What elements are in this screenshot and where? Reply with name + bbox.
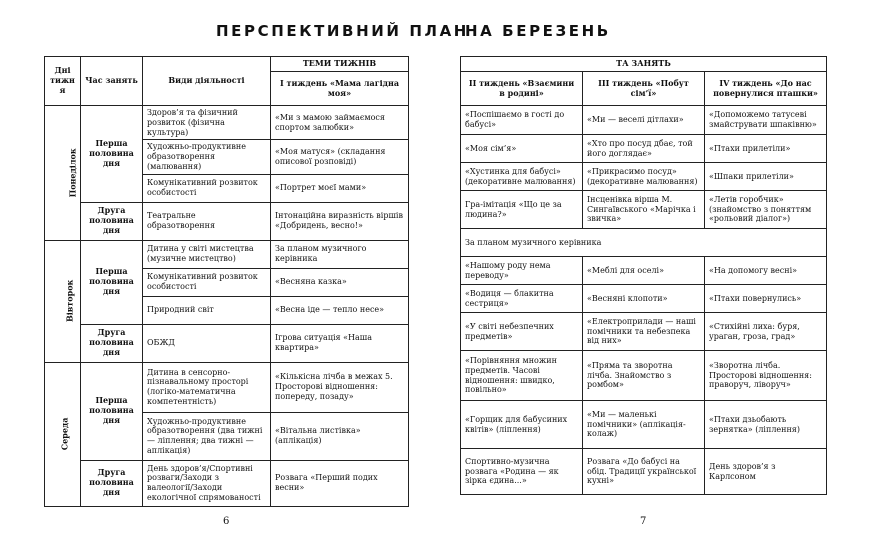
header-week1: І тиждень «Мама лагідна моя» (271, 72, 409, 106)
header-days: Дні тижня (45, 57, 81, 106)
week2-cell: «Водиця — блакитна сестриця» (461, 285, 583, 313)
week4-cell: «Допоможемо татусеві змайструвати шпаківню» (705, 106, 827, 135)
music-plan-row: За планом музичного керівника (461, 229, 827, 257)
plan-table-left (44, 56, 409, 507)
activity-cell: Природний світ (143, 296, 271, 324)
activity-cell: Комунікативний розвиток особистості (143, 174, 271, 202)
activity-cell: День здоров’я/Спортивні розваги/Заходи з валеології/Заходи екологічної спрямованості (143, 460, 271, 506)
week2-cell: «Горщик для бабусиних квітів» (ліплення) (461, 401, 583, 449)
week2-cell: Спортивно-музична розвага «Родина — як зірка єдина...» (461, 449, 583, 495)
time-second-half: Друга половина дня (81, 460, 143, 506)
week4-cell: «На допомогу весні» (705, 257, 827, 285)
activity-cell: Художньо-продуктивне образотворення (два тижні — ліплення; два тижні — аплікація) (143, 412, 271, 460)
page-title-left: ПЕРСПЕКТИВНИЙ ПЛАН (216, 22, 469, 40)
week3-cell: «Прикрасимо посуд» (декоративне малювання) (583, 163, 705, 191)
week1-cell: Розвага «Перший подих весни» (271, 460, 409, 506)
week2-cell: «Моя сім’я» (461, 135, 583, 163)
week2-cell: «Поспішаємо в гості до бабусі» (461, 106, 583, 135)
week1-cell: Ігрова ситуація «Наша квартира» (271, 324, 409, 362)
week2-cell: Гра-імітація «Що це за людина?» (461, 191, 583, 229)
activity-cell: Художньо-продуктивне образотворення (малювання) (143, 140, 271, 174)
week4-cell: «Зворотна лічба. Просторові відношення: праворуч, ліворуч» (705, 351, 827, 401)
activity-cell: Здоров’я та фізичний розвиток (фізична культура) (143, 106, 271, 140)
activity-cell: Дитина у світі мистецтва (музичне мистецтво) (143, 240, 271, 268)
week1-cell: «Кількісна лічба в межах 5. Просторові відношення: попереду, позаду» (271, 362, 409, 412)
header-time: Час занять (81, 57, 143, 106)
page-number-right: 7 (640, 516, 647, 527)
week4-cell: День здоров’я з Карлсоном (705, 449, 827, 495)
week4-cell: «Птахи дзьобають зернятка» (ліплення) (705, 401, 827, 449)
page-number-left: 6 (223, 516, 230, 527)
week3-cell: «Електроприлади — наші помічники та небезпека від них» (583, 313, 705, 351)
week1-cell: За планом музичного керівника (271, 240, 409, 268)
week4-cell: «Птахи повернулись» (705, 285, 827, 313)
time-first-half: Перша половина дня (81, 106, 143, 203)
week1-cell: «Моя матуся» (складання описової розповіді) (271, 140, 409, 174)
week2-cell: «Нашому роду нема переводу» (461, 257, 583, 285)
time-second-half: Друга половина дня (81, 324, 143, 362)
activity-cell: ОБЖД (143, 324, 271, 362)
week4-cell: «Стихійні лиха: буря, ураган, гроза, град» (705, 313, 827, 351)
header-week3: ІІІ тиждень «Побут сім’ї» (583, 72, 705, 106)
week1-cell: «Портрет моєї мами» (271, 174, 409, 202)
week3-cell: «Ми — веселі дітлахи» (583, 106, 705, 135)
week2-cell: «У світі небезпечних предметів» (461, 313, 583, 351)
time-second-half: Друга половина дня (81, 202, 143, 240)
week3-cell: «Хто про посуд дбає, той його доглядає» (583, 135, 705, 163)
header-week2: ІІ тиждень «Взаємини в родині» (461, 72, 583, 106)
header-week4: IV тиждень «До нас повернулися пташки» (705, 72, 827, 106)
week1-cell: «Весна іде — тепло несе» (271, 296, 409, 324)
week4-cell: «Летів горобчик» (знайомство з поняттям «рольовий діалог») (705, 191, 827, 229)
day-monday: Понеділок (45, 106, 81, 241)
activity-cell: Комунікативний розвиток особистості (143, 268, 271, 296)
activity-cell: Дитина в сенсорно-пізнавальному просторі (логіко-математична компетентність) (143, 362, 271, 412)
header-activities: Види діяльності (143, 57, 271, 106)
day-tuesday: Вівторок (45, 240, 81, 362)
week1-cell: «Весняна казка» (271, 268, 409, 296)
plan-table-right (460, 56, 827, 495)
time-first-half: Перша половина дня (81, 362, 143, 460)
week3-cell: «Весняні клопоти» (583, 285, 705, 313)
week4-cell: «Шпаки прилетіли» (705, 163, 827, 191)
week3-cell: «Пряма та зворотна лічба. Знайомство з ромбом» (583, 351, 705, 401)
week3-cell: «Меблі для оселі» (583, 257, 705, 285)
week3-cell: «Ми — маленькі помічники» (аплікація-колаж) (583, 401, 705, 449)
week3-cell: Розвага «До бабусі на обід. Традиції української кухні» (583, 449, 705, 495)
week2-cell: «Порівняння множин предметів. Часові відношення: швидко, повільно» (461, 351, 583, 401)
week1-cell: «Ми з мамою займаємося спортом залюбки» (271, 106, 409, 140)
header-themes: ТЕМИ ТИЖНІВ (271, 57, 409, 72)
activity-cell: Театральне образотворення (143, 202, 271, 240)
week2-cell: «Хустинка для бабусі» (декоративне малювання) (461, 163, 583, 191)
week1-cell: «Вітальна листівка» (аплікація) (271, 412, 409, 460)
week3-cell: Інсценівка вірша М. Сингаївського «Марічка і звичка» (583, 191, 705, 229)
day-wednesday: Середа (45, 362, 81, 506)
time-first-half: Перша половина дня (81, 240, 143, 324)
page-title-right: НА БЕРЕЗЕНЬ (465, 22, 611, 40)
week4-cell: «Птахи прилетіли» (705, 135, 827, 163)
header-continuation: ТА ЗАНЯТЬ (461, 57, 827, 72)
week1-cell: Інтонаційна виразність віршів «Добридень, весно!» (271, 202, 409, 240)
